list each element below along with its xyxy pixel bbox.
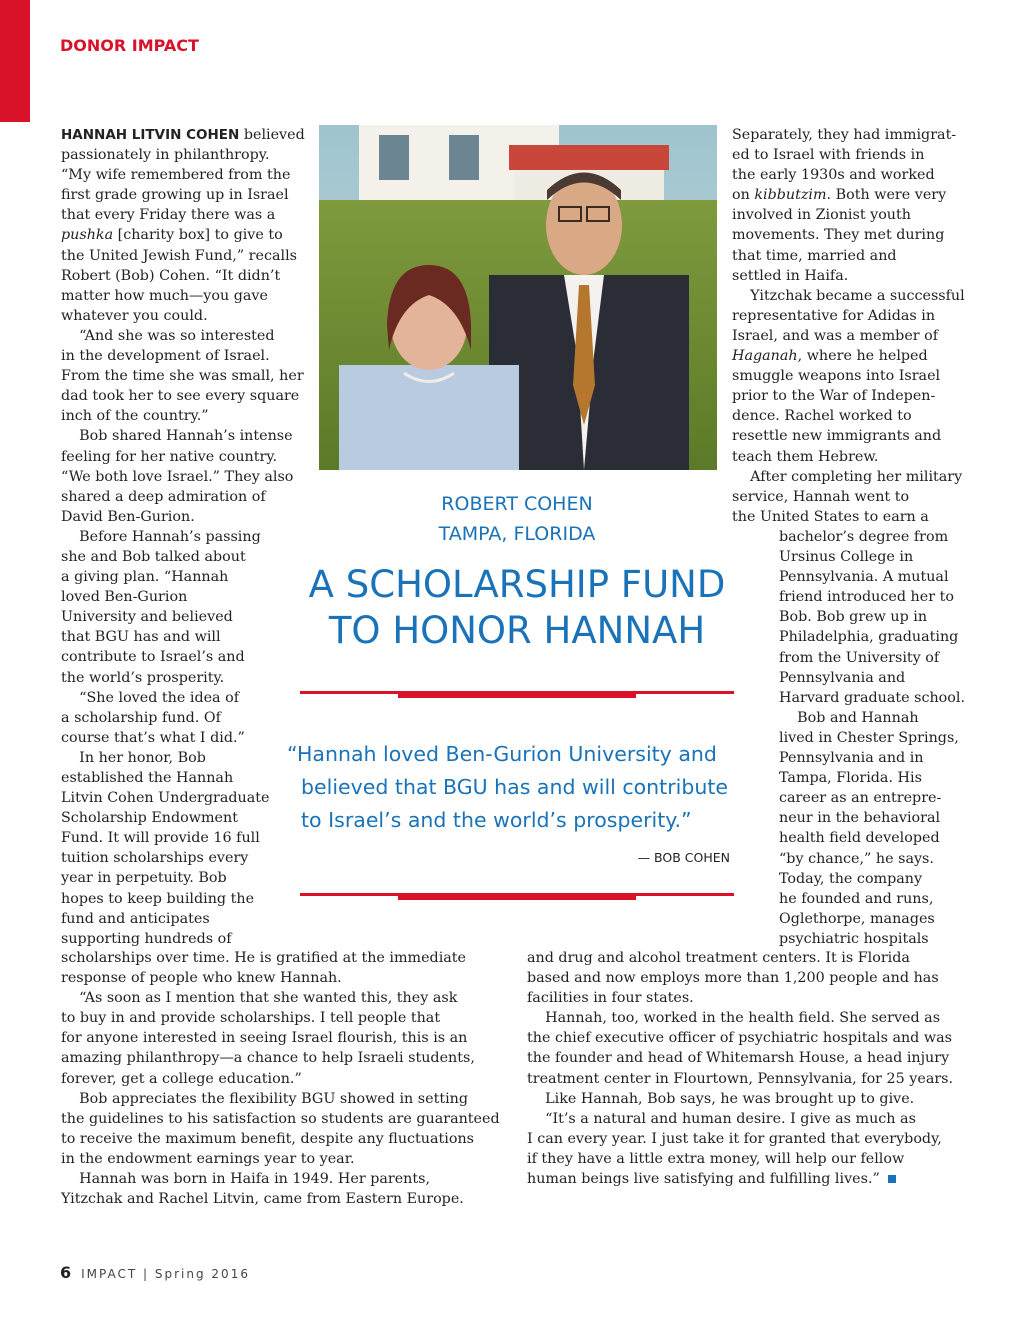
text-line: “As soon as I mention that she wanted this, they ask — [61, 990, 458, 1007]
text-line: supporting hundreds of — [61, 930, 232, 947]
lead-name: HANNAH LITVIN COHEN — [61, 127, 240, 143]
text-line: I can every year. I just take it for granted that everybody, — [527, 1130, 942, 1147]
text-line: teach them Hebrew. — [732, 448, 879, 465]
divider-bottom-accent — [398, 893, 636, 900]
text-line: pushka [charity box] to give to — [61, 227, 283, 244]
text-line: human beings live satisfying and fulfilling lives.” — [527, 1169, 953, 1189]
column-bottom-right-lines — [527, 948, 953, 1189]
text-line: Yitzchak became a successful — [732, 287, 965, 304]
column-right-narrow — [779, 527, 965, 949]
text-line: career as an entrepre- — [779, 790, 942, 807]
text-line: Pennsylvania and — [779, 669, 906, 686]
headline-line-1: A SCHOLARSHIP FUND — [308, 563, 726, 606]
text-line: “My wife remembered from the — [61, 167, 291, 184]
text-line: “She loved the idea of — [61, 689, 240, 706]
text-line: friend introduced her to — [779, 589, 954, 606]
text-line: first grade growing up in Israel — [61, 187, 289, 204]
pull-quote-line-1: “Hannah loved Ben-Gurion University and — [287, 742, 717, 766]
publication-name: IMPACT | Spring 2016 — [81, 1267, 250, 1281]
text-line: Harvard graduate school. — [779, 689, 965, 706]
text-line: course that’s what I did.” — [61, 729, 245, 746]
text-line: psychiatric hospitals — [779, 930, 929, 947]
text-line: University and believed — [61, 609, 233, 626]
column-bottom-right — [527, 948, 953, 1189]
text-line: Bob shared Hannah’s intense — [61, 428, 293, 445]
pull-quote — [287, 738, 737, 837]
pull-quote-line-2: believed that BGU has and will contribute — [301, 775, 728, 799]
text-line: prior to the War of Indepen- — [732, 388, 936, 405]
text-line: Pennsylvania. A mutual — [779, 569, 949, 586]
text-line: the world’s prosperity. — [61, 669, 225, 686]
text-line: bachelor’s degree from — [779, 529, 949, 545]
text-line: contribute to Israel’s and — [61, 649, 245, 666]
text-line: Yitzchak and Rachel Litvin, came from Eastern Europe. — [61, 1191, 464, 1208]
text-line: settled in Haifa. — [732, 267, 849, 284]
text-line: resettle new immigrants and — [732, 428, 942, 445]
text-line: matter how much—you gave — [61, 287, 268, 304]
text-line: Tampa, Florida. His — [779, 770, 922, 787]
text-line: he founded and runs, — [779, 890, 934, 907]
text-line: amazing philanthropy—a chance to help Israeli students, — [61, 1050, 475, 1067]
text-line: Hannah was born in Haifa in 1949. Her parents, — [61, 1171, 431, 1188]
text-line: Today, the company — [779, 870, 923, 887]
section-label: DONOR IMPACT — [60, 36, 199, 55]
text-line: year in perpetuity. Bob — [61, 870, 227, 887]
text-line: neur in the behavioral — [779, 810, 941, 827]
text-line: inch of the country.” — [61, 408, 209, 425]
text-line: that time, married and — [732, 247, 897, 264]
text-line: Pennsylvania and in — [779, 750, 924, 767]
text-line: David Ben-Gurion. — [61, 508, 195, 525]
text-line: lived in Chester Springs, — [779, 729, 959, 746]
lead-line: HANNAH LITVIN COHEN believed — [61, 127, 305, 143]
text-line: Haganah, where he helped — [732, 348, 928, 365]
headline-line-2: TO HONOR HANNAH — [328, 609, 706, 652]
text-line: Like Hannah, Bob says, he was brought up to give. — [527, 1090, 915, 1107]
text-line: based and now employs more than 1,200 people and has — [527, 970, 939, 987]
text-line: treatment center in Flourtown, Pennsylvania, for 25 years. — [527, 1070, 954, 1087]
text-line: Israel, and was a member of — [732, 327, 939, 344]
text-line: Oglethorpe, manages — [779, 910, 935, 927]
column-left — [61, 125, 305, 949]
text-line: the United States to earn a — [732, 508, 929, 525]
text-line: dence. Rachel worked to — [732, 408, 912, 425]
text-line: to receive the maximum benefit, despite any fluctuations — [61, 1130, 474, 1147]
text-line: Bob appreciates the flexibility BGU showed in setting — [61, 1090, 469, 1107]
pull-quote-attribution: — BOB COHEN — [637, 850, 730, 865]
divider-bottom — [300, 893, 734, 896]
text-line: established the Hannah — [61, 770, 234, 786]
text-line: loved Ben-Gurion — [61, 589, 188, 606]
text-line: tuition scholarships every — [61, 850, 249, 867]
text-line: movements. They met during — [732, 227, 945, 244]
text-line: in the endowment earnings year to year. — [61, 1150, 355, 1167]
text-line: “It’s a natural and human desire. I give as much as — [527, 1110, 916, 1127]
text-line: From the time she was small, her — [61, 368, 304, 385]
text-line: response of people who knew Hannah. — [61, 970, 342, 987]
text-line: Scholarship Endowment — [61, 810, 238, 827]
text-line: Before Hannah’s passing — [61, 528, 261, 545]
text-line: feeling for her native country. — [61, 448, 278, 465]
text-line: if they have a little extra money, will help our fellow — [527, 1150, 905, 1167]
text-line: for anyone interested in seeing Israel flourish, this is an — [61, 1030, 468, 1047]
text-line: that every Friday there was a — [61, 207, 276, 224]
article-headline — [300, 562, 734, 654]
text-line: health field developed — [779, 830, 940, 847]
photo-caption — [300, 489, 734, 549]
text-line: dad took her to see every square — [61, 388, 300, 405]
text-line: in the development of Israel. — [61, 348, 270, 365]
caption-name: ROBERT COHEN — [441, 493, 593, 515]
caption-location: TAMPA, FLORIDA — [438, 523, 596, 545]
text-line: on kibbutzim. Both were very — [732, 187, 947, 204]
divider-top-accent — [398, 691, 636, 698]
text-line: a scholarship fund. Of — [61, 709, 221, 726]
text-line: scholarships over time. He is gratified at the immediate — [61, 950, 467, 966]
text-line: smuggle weapons into Israel — [732, 368, 941, 385]
text-line: After completing her military — [732, 468, 963, 485]
text-line: Philadelphia, graduating — [779, 629, 959, 646]
end-mark-icon — [888, 1175, 896, 1183]
text-line: forever, get a college education.” — [61, 1070, 302, 1087]
page-number: 6 — [60, 1263, 72, 1282]
text-line: to buy in and provide scholarships. I tell people that — [61, 1010, 441, 1027]
text-line: In her honor, Bob — [61, 749, 206, 766]
text-line: Bob and Hannah — [779, 709, 919, 726]
portrait-photo — [319, 125, 717, 470]
text-line: Separately, they had immigrat- — [732, 127, 957, 143]
text-line: the early 1930s and worked — [732, 167, 935, 184]
text-line: Robert (Bob) Cohen. “It didn’t — [61, 267, 281, 284]
text-line: she and Bob talked about — [61, 548, 246, 565]
text-line: Ursinus College in — [779, 549, 914, 566]
text-line: a giving plan. “Hannah — [61, 569, 229, 586]
text-line: shared a deep admiration of — [61, 488, 266, 505]
text-line: Hannah, too, worked in the health field. She served as — [527, 1010, 941, 1027]
text-line: service, Hannah went to — [732, 488, 910, 505]
column-bottom-left — [61, 948, 500, 1209]
text-line: ed to Israel with friends in — [732, 147, 925, 164]
text-line: involved in Zionist youth — [732, 207, 911, 224]
text-line: the guidelines to his satisfaction so students are guaranteed — [61, 1110, 500, 1127]
text-line: and drug and alcohol treatment centers. It is Florida — [527, 950, 910, 966]
pull-quote-line-3: to Israel’s and the world’s prosperity.” — [301, 808, 692, 832]
text-line: from the University of — [779, 649, 940, 666]
text-line: the chief executive officer of psychiatric hospitals and was — [527, 1030, 952, 1047]
column-right-top — [732, 125, 965, 527]
text-line: “by chance,” he says. — [779, 850, 934, 867]
text-line: representative for Adidas in — [732, 307, 936, 324]
text-line: facilities in four states. — [527, 990, 694, 1007]
column-left-lines — [61, 145, 305, 949]
text-line: the founder and head of Whitemarsh House, a head injury — [527, 1050, 950, 1067]
text-line: whatever you could. — [61, 307, 208, 324]
text-line: fund and anticipates — [61, 910, 210, 927]
text-line: hopes to keep building the — [61, 890, 255, 907]
text-line: Fund. It will provide 16 full — [61, 830, 260, 847]
text-line: that BGU has and will — [61, 629, 221, 646]
divider-top — [300, 691, 734, 694]
text-line: Litvin Cohen Undergraduate — [61, 790, 270, 807]
section-color-bar — [0, 0, 30, 122]
text-line: “We both love Israel.” They also — [61, 468, 294, 485]
text-line: Bob. Bob grew up in — [779, 609, 928, 626]
page-footer — [60, 1263, 250, 1282]
text-line: the United Jewish Fund,” recalls — [61, 247, 297, 264]
text-line: “And she was so interested — [61, 327, 275, 344]
text-line: passionately in philanthropy. — [61, 147, 270, 164]
